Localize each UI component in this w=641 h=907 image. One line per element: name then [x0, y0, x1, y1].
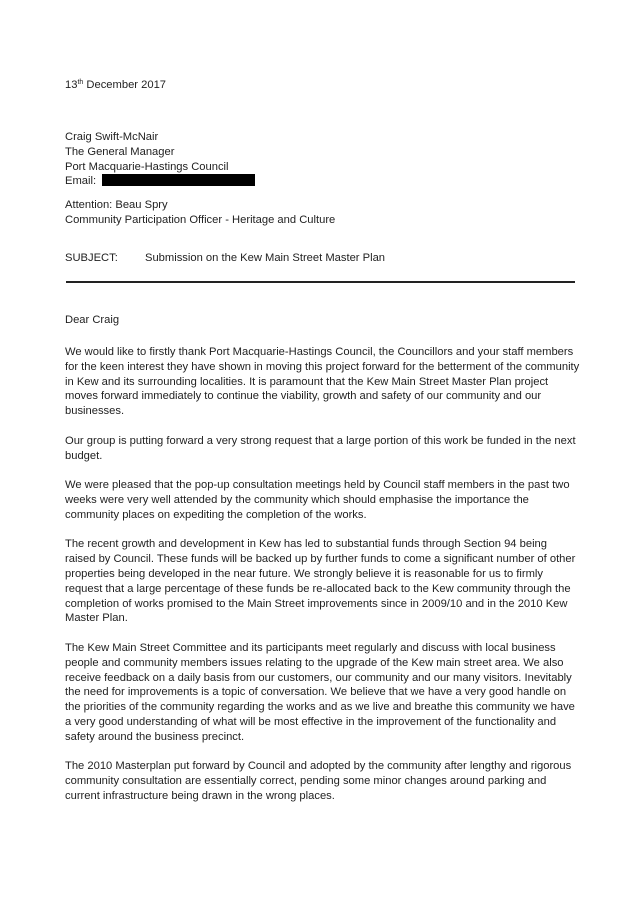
subject-text: Submission on the Kew Main Street Master Plan: [145, 252, 386, 264]
subject-line: [65, 251, 585, 266]
recipient-organisation: Port Macquarie-Hastings Council: [65, 160, 229, 173]
letter-date: [65, 78, 585, 93]
attention-line: Attention: Beau Spry: [65, 199, 168, 211]
salutation: Dear Craig: [65, 314, 120, 326]
subject-label: SUBJECT:: [65, 252, 118, 264]
letter-body: [65, 345, 580, 819]
recipient-email-line: [65, 174, 585, 189]
attention-block: [65, 198, 585, 228]
body-paragraph: We would like to firstly thank Port Macquarie-Hastings Council, the Councillors and your staff members for the keen interest they have shown in moving this project forward for the betterment of the community in Kew and its surrounding localities. It is paramount that the Kew Main Street Master Plan project moves forward immediately to continue the viability, growth and safety of our community and our businesses.: [65, 346, 580, 418]
horizontal-rule: [66, 281, 575, 283]
body-paragraph: The Kew Main Street Committee and its participants meet regularly and discuss with local business people and community members issues relating to the upgrade of the Kew main street area. We also receive feedback on a daily basis from our customers, our community and our many visitors. Inevitably the need for improvements is a topic of conversation. We believe that we have a very good handle on the priorities of the community regarding the works and as we live and breathe this community we have a very good understanding of what will be most effective in the improvement of the functionality and safety around the business precinct.: [65, 641, 575, 743]
recipient-name: Craig Swift-McNair: [65, 131, 159, 143]
body-paragraph: Our group is putting forward a very strong request that a large portion of this work be funded in the next budget.: [65, 434, 576, 462]
email-redaction-bar: [102, 174, 255, 186]
body-paragraph: The recent growth and development in Kew has led to substantial funds through Section 94 being raised by Council. These funds will be backed up by further funds to come a significant number of other properties being developed in the near future. We strongly believe it is reasonable for us to firmly request that a large percentage of these funds be re-allocated back to the Kew community through the completion of works promised to the Main Street improvements since in 2009/10 and in the 2010 Kew Master Plan.: [65, 538, 576, 625]
email-label: Email:: [65, 175, 97, 188]
date-suffix: th: [77, 79, 84, 86]
attention-role: Community Participation Officer - Heritage and Culture: [65, 213, 336, 226]
body-paragraph: We were pleased that the pop-up consultation meetings held by Council staff members in the past two weeks were very well attended by the community which should emphasise the importance the community places on expediting the completion of the works.: [65, 479, 570, 521]
date-day: 13: [65, 79, 78, 91]
date-rest: December 2017: [83, 79, 167, 91]
recipient-title: The General Manager: [65, 145, 175, 158]
body-paragraph: The 2010 Masterplan put forward by Council and adopted by the community after lengthy and rigorous community consultation are essentially correct, pending some minor changes around parking and current infrastructure being drawn in the wrong places.: [65, 760, 572, 802]
recipient-address: [65, 130, 585, 189]
